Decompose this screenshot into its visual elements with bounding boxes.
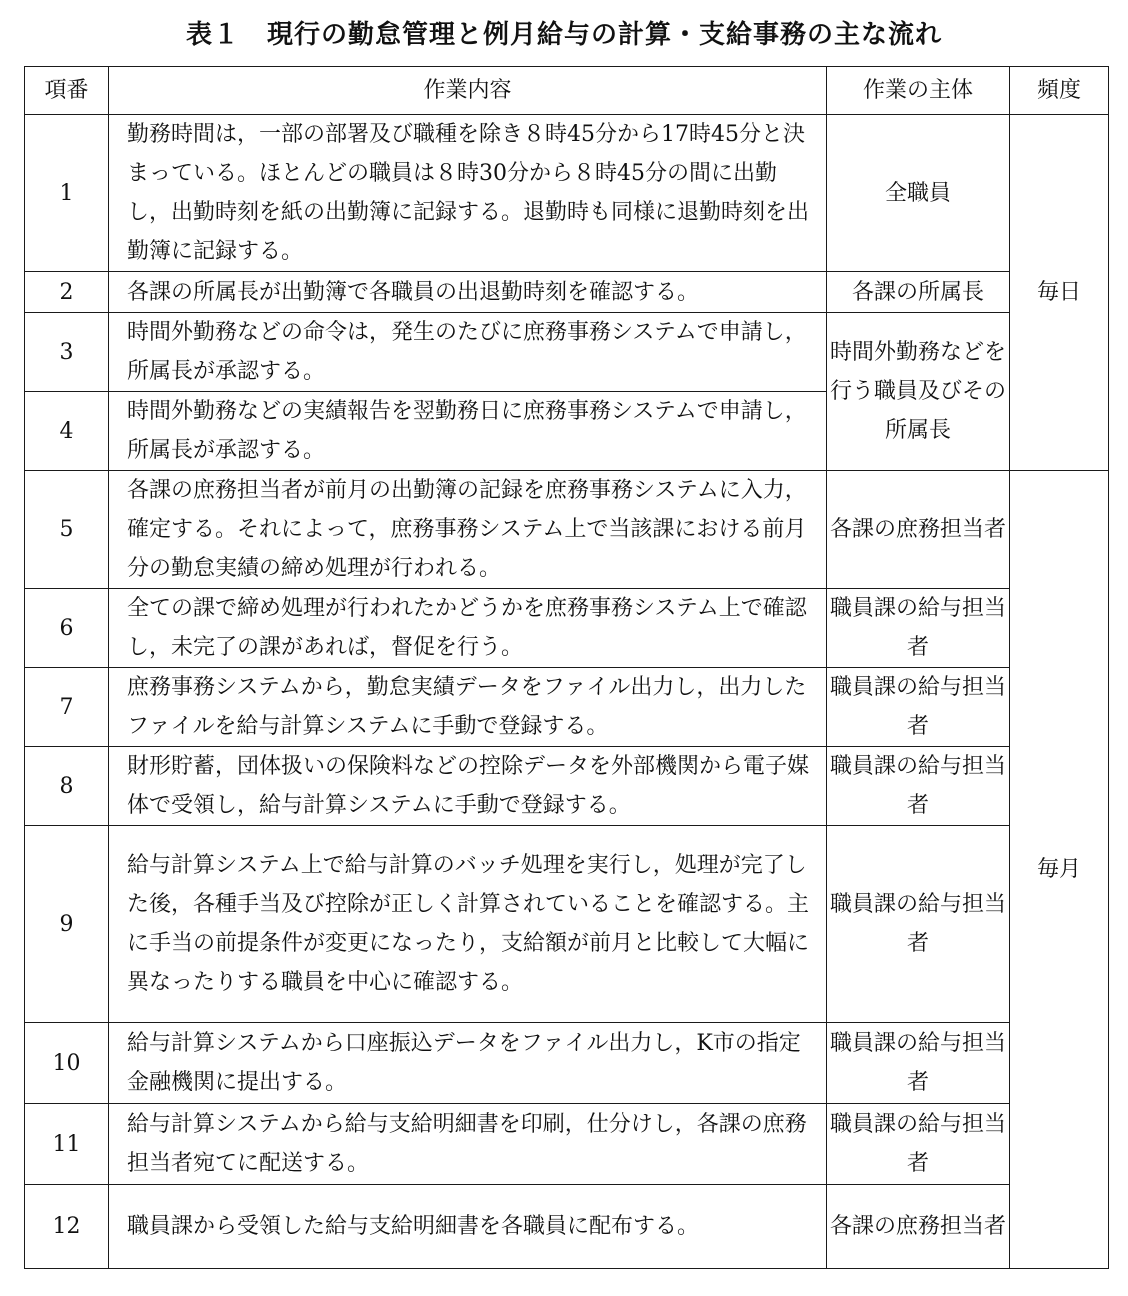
task-cell: 勤務時間は，一部の部署及び職種を除き８時45分から17時45分と決まっている。ほとんどの職員は８時30分から８時45分の間に出勤し，出勤時刻を紙の出勤簿に記録する。退勤時も同様に退勤時刻を出勤簿に記録する。 xyxy=(109,115,827,272)
table-row xyxy=(25,272,1109,313)
task-cell: 庶務事務システムから，勤怠実績データをファイル出力し，出力したファイルを給与計算システムに手動で登録する。 xyxy=(109,668,827,747)
task-cell: 時間外勤務などの命令は，発生のたびに庶務事務システムで申請し，所属長が承認する。 xyxy=(109,313,827,392)
row-number: 4 xyxy=(25,392,109,471)
task-cell: 各課の所属長が出勤簿で各職員の出退勤時刻を確認する。 xyxy=(109,272,827,313)
actor-cell: 各課の庶務担当者 xyxy=(827,1185,1010,1269)
table-row xyxy=(25,747,1109,826)
row-number: 10 xyxy=(25,1023,109,1104)
actor-cell: 各課の庶務担当者 xyxy=(827,471,1010,589)
frequency-daily: 毎日 xyxy=(1010,115,1109,471)
row-number: 1 xyxy=(25,115,109,272)
table-row xyxy=(25,589,1109,668)
header-row xyxy=(25,67,1109,115)
actor-cell: 職員課の給与担当者 xyxy=(827,668,1010,747)
table-row xyxy=(25,115,1109,272)
actor-cell: 職員課の給与担当者 xyxy=(827,589,1010,668)
header-actor: 作業の主体 xyxy=(827,67,1010,115)
table-row xyxy=(25,471,1109,589)
row-number: 5 xyxy=(25,471,109,589)
frequency-monthly: 毎月 xyxy=(1010,471,1109,1269)
actor-cell: 職員課の給与担当者 xyxy=(827,1104,1010,1185)
task-cell: 各課の庶務担当者が前月の出勤簿の記録を庶務事務システムに入力，確定する。それによって，庶務事務システム上で当該課における前月分の勤怠実績の締め処理が行われる。 xyxy=(109,471,827,589)
header-frequency: 頻度 xyxy=(1010,67,1109,115)
actor-cell: 職員課の給与担当者 xyxy=(827,747,1010,826)
table-row xyxy=(25,313,1109,392)
row-number: 2 xyxy=(25,272,109,313)
workflow-table xyxy=(24,66,1109,1269)
row-number: 7 xyxy=(25,668,109,747)
task-cell: 給与計算システムから給与支給明細書を印刷，仕分けし，各課の庶務担当者宛てに配送する。 xyxy=(109,1104,827,1185)
task-cell: 全ての課で締め処理が行われたかどうかを庶務事務システム上で確認し，未完了の課があれば，督促を行う。 xyxy=(109,589,827,668)
header-no: 項番 xyxy=(25,67,109,115)
actor-cell: 各課の所属長 xyxy=(827,272,1010,313)
actor-cell: 職員課の給与担当者 xyxy=(827,826,1010,1023)
row-number: 12 xyxy=(25,1185,109,1269)
actor-cell: 全職員 xyxy=(827,115,1010,272)
task-cell: 給与計算システム上で給与計算のバッチ処理を実行し，処理が完了した後，各種手当及び控除が正しく計算されていることを確認する。主に手当の前提条件が変更になったり，支給額が前月と比較して大幅に異なったりする職員を中心に確認する。 xyxy=(109,826,827,1023)
row-number: 3 xyxy=(25,313,109,392)
task-cell: 時間外勤務などの実績報告を翌勤務日に庶務事務システムで申請し，所属長が承認する。 xyxy=(109,392,827,471)
actor-cell: 時間外勤務などを行う職員及びその所属長 xyxy=(827,313,1010,471)
task-cell: 財形貯蓄，団体扱いの保険料などの控除データを外部機関から電子媒体で受領し，給与計算システムに手動で登録する。 xyxy=(109,747,827,826)
row-number: 8 xyxy=(25,747,109,826)
table-row xyxy=(25,826,1109,1023)
header-task: 作業内容 xyxy=(109,67,827,115)
row-number: 11 xyxy=(25,1104,109,1185)
actor-cell: 職員課の給与担当者 xyxy=(827,1023,1010,1104)
task-cell: 職員課から受領した給与支給明細書を各職員に配布する。 xyxy=(109,1185,827,1269)
row-number: 9 xyxy=(25,826,109,1023)
table-caption: 表１ 現行の勤怠管理と例月給与の計算・支給事務の主な流れ xyxy=(185,20,942,50)
table-row xyxy=(25,1023,1109,1104)
table-row xyxy=(25,1104,1109,1185)
table-row xyxy=(25,1185,1109,1269)
row-number: 6 xyxy=(25,589,109,668)
task-cell: 給与計算システムから口座振込データをファイル出力し，K市の指定金融機関に提出する。 xyxy=(109,1023,827,1104)
table-row xyxy=(25,668,1109,747)
